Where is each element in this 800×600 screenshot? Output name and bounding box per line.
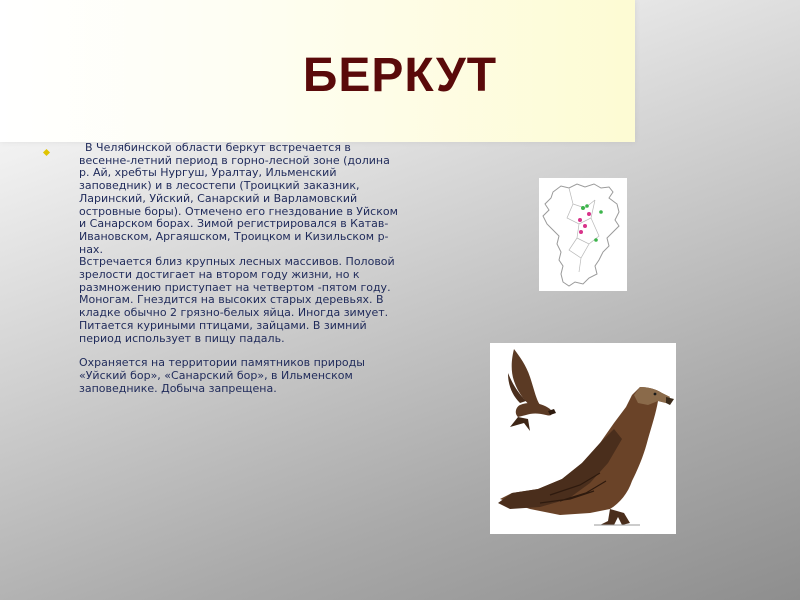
flying-eagle xyxy=(508,349,556,431)
slide-title: БЕРКУТ xyxy=(302,49,498,102)
range-point xyxy=(581,206,585,210)
range-point xyxy=(599,210,603,214)
range-point xyxy=(585,204,589,208)
region-outline xyxy=(543,184,619,286)
range-map xyxy=(539,178,627,291)
range-point xyxy=(578,218,582,222)
paragraph-biology: Встречается близ крупных лесных массивов. Половой зрелости достигает на втором году жизни, но к размножению приступает на четвертом -пятом году. Моногам. Гнездится на высоких старых деревьях. В кладке обычно 2 грязно-белых яйца. Иногда зимует. Питается куриными птицами, зайцами. В зимний период использует в пищу падаль. xyxy=(79,255,395,345)
range-point xyxy=(594,238,598,242)
paragraph-distribution: В Челябинской области беркут встречается в весенне-летний период в горно-лесной зоне (долина р. Ай, хребты Нургуш, Уралтау, Ильменский заповедник) и в лесостепи (Троицкий заказник, Ларинский, Уйский, Санарский и Варламовский островные боры). Отмечено его гнездование в Уйском и Санарском борах. Зимой регистрировался в Катав-Ивановском, Аргаяшском, Троицком и Кизильском р-нах. xyxy=(79,141,398,256)
eagle-illustration xyxy=(490,343,676,534)
paragraph-protection: Охраняется на территории памятников природы «Уйский бор», «Санарский бор», в Ильменском заповеднике. Добыча запрещена. xyxy=(79,356,365,395)
range-point xyxy=(579,230,583,234)
range-point xyxy=(587,212,591,216)
slide-body xyxy=(79,142,399,395)
bullet-marker xyxy=(43,149,50,156)
range-point xyxy=(583,224,587,228)
eye xyxy=(654,393,657,396)
